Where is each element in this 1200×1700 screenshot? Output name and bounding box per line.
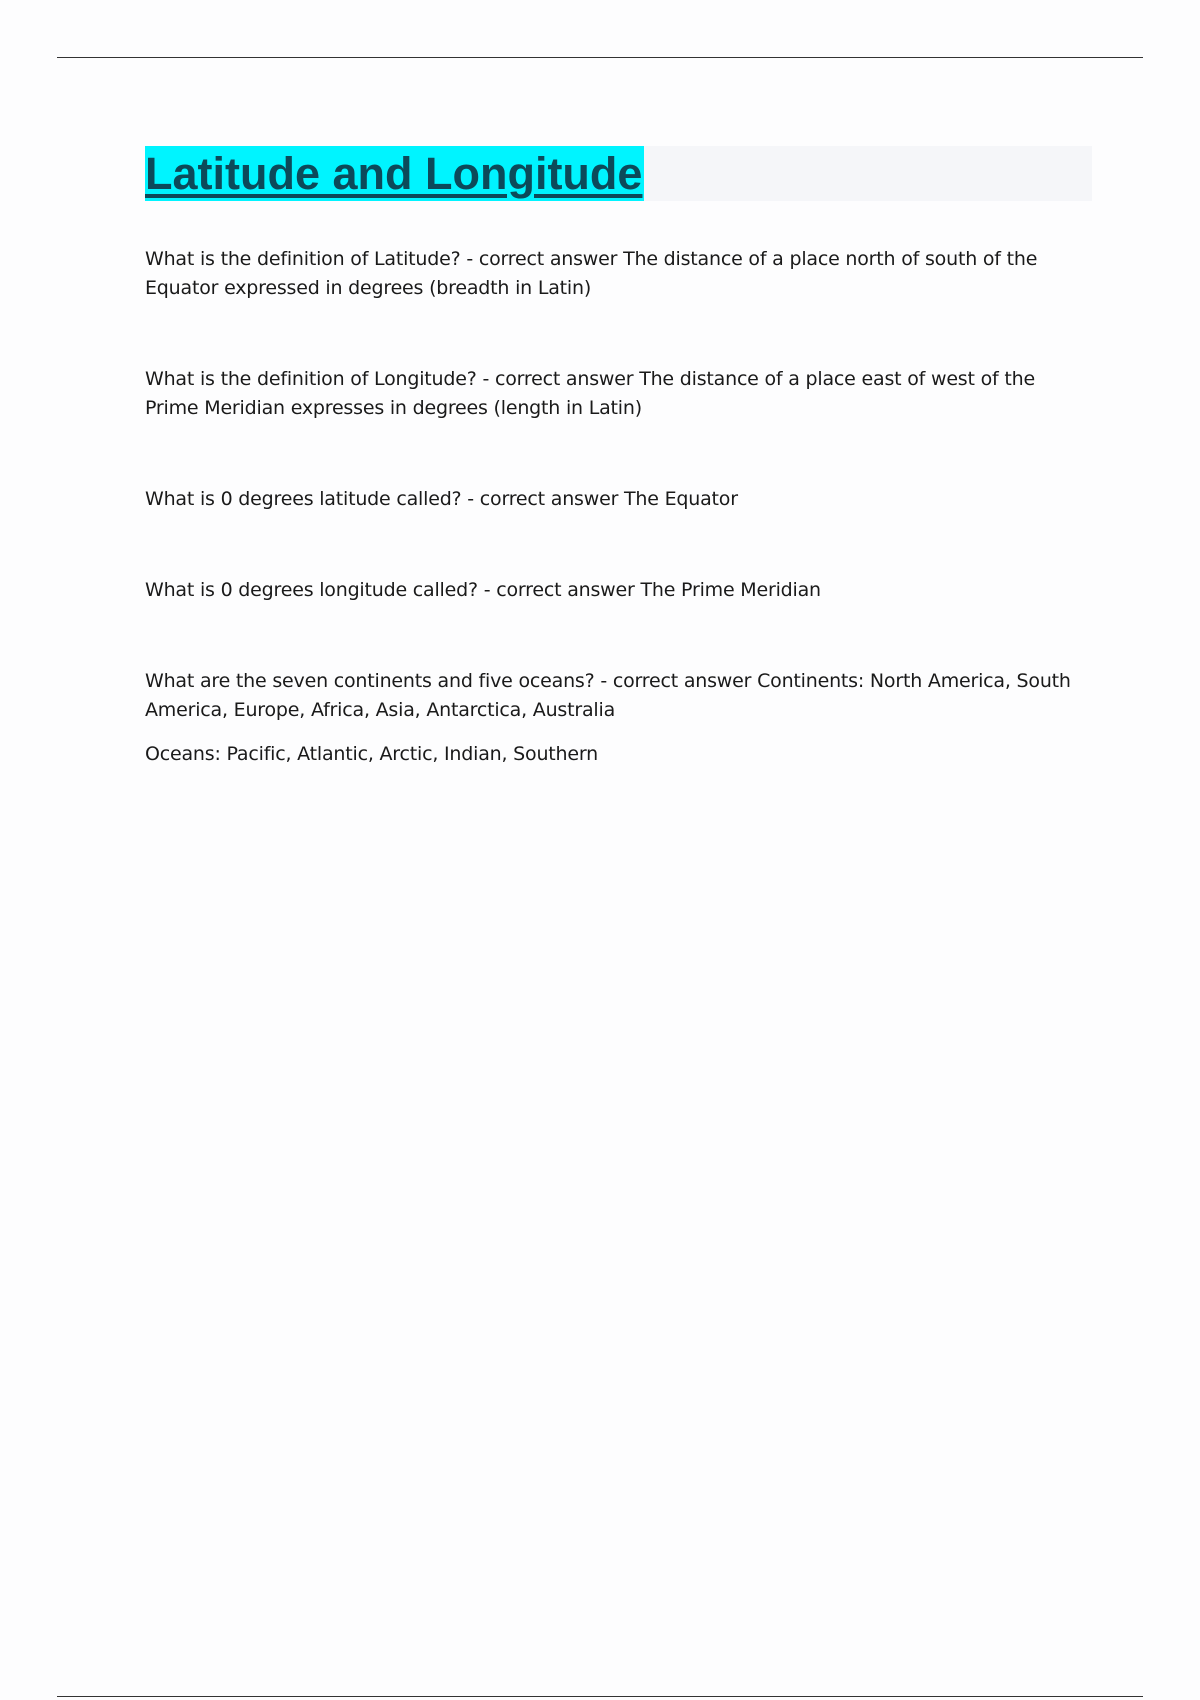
answer: The Prime Meridian [640,579,821,601]
top-rule [57,57,1143,58]
qa-item-oceans-line: Oceans: Pacific, Atlantic, Arctic, Indian, Southern [145,743,598,765]
qa-item-zero-longitude [145,576,1090,605]
question: What is 0 degrees latitude called? [145,488,462,510]
answer: The Equator [624,488,738,510]
question: What is 0 degrees longitude called? [145,579,478,601]
answer: Continents: North America, South America, Europe, Africa, Asia, Antarctica, Australia [145,670,1071,721]
question: What is the definition of Longitude? [145,368,477,390]
qa-item-latitude-definition [145,245,1090,303]
question: What are the seven continents and five oceans? [145,670,595,692]
qa-list [145,245,1090,769]
page-title: Latitude and Longitude [145,148,643,199]
answer-separator: - correct answer [461,488,625,510]
answer-separator: - correct answer [460,248,624,270]
answer-separator: - correct answer [476,368,640,390]
question: What is the definition of Latitude? [145,248,461,270]
qa-item-longitude-definition [145,365,1090,423]
answer: The distance of a place north of south of the Equator expressed in degrees (breadth in Latin) [145,248,1038,299]
bottom-rule [57,1696,1143,1697]
qa-item-zero-latitude [145,485,1090,514]
answer-separator: - correct answer [477,579,641,601]
answer-separator: - correct answer [594,670,758,692]
answer: The distance of a place east of west of the Prime Meridian expresses in degrees (length in Latin) [145,368,1035,419]
qa-item-continents-oceans [145,667,1090,725]
